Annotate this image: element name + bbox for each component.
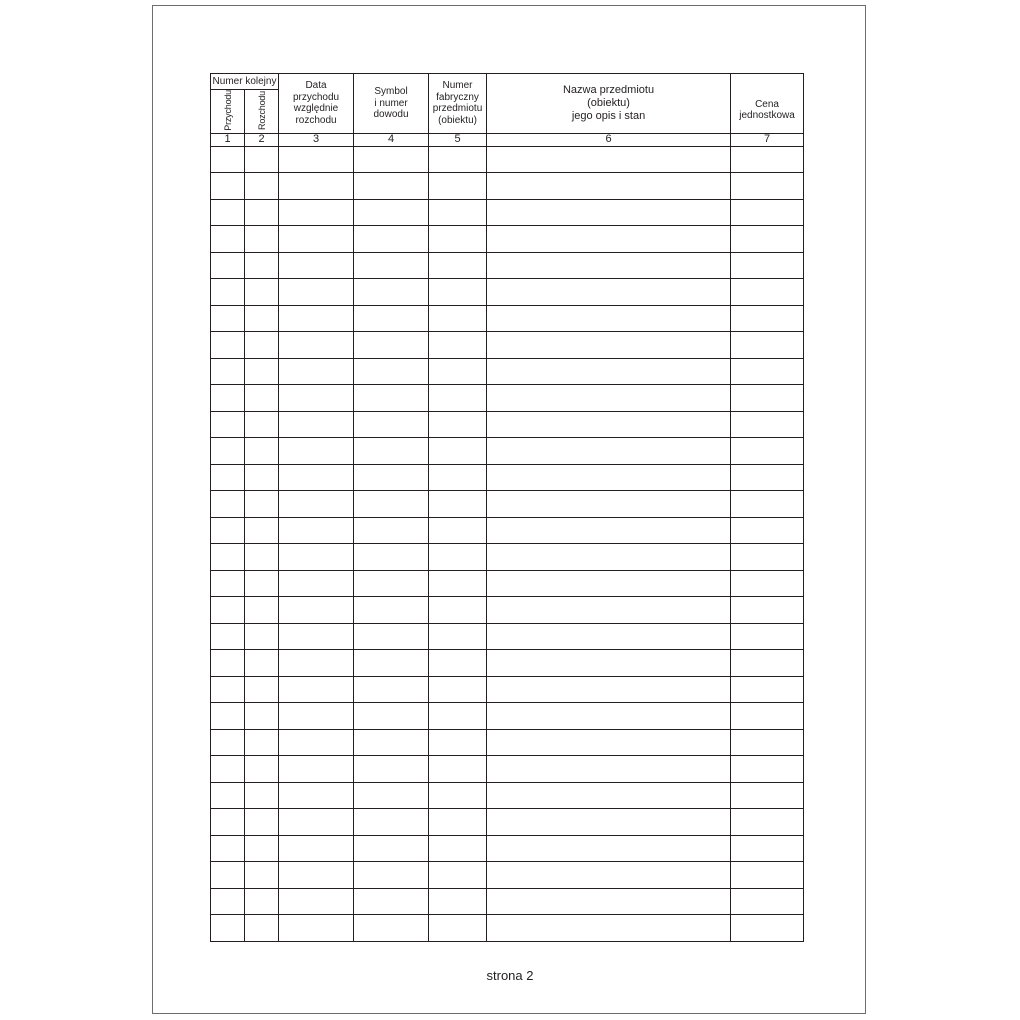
table-cell <box>487 544 731 571</box>
table-cell <box>731 703 804 730</box>
header-przychodu <box>211 90 245 134</box>
header-line: przedmiotu <box>432 103 483 115</box>
table-cell <box>354 199 429 226</box>
page-number: strona 2 <box>486 968 534 983</box>
table-cell <box>487 597 731 624</box>
column-number: 6 <box>487 133 731 146</box>
table-cell <box>487 438 731 465</box>
table-cell <box>731 411 804 438</box>
header-line: Data <box>305 80 327 92</box>
table-cell <box>354 438 429 465</box>
column-number: 2 <box>245 133 279 146</box>
table-cell <box>279 888 354 915</box>
table-cell <box>354 915 429 942</box>
table-cell <box>487 888 731 915</box>
table-row <box>211 888 804 915</box>
table-cell <box>245 305 279 332</box>
table-cell <box>211 464 245 491</box>
table-cell <box>245 862 279 889</box>
table-cell <box>731 491 804 518</box>
table-cell <box>354 252 429 279</box>
table-cell <box>279 623 354 650</box>
table-cell <box>245 835 279 862</box>
table-cell <box>429 226 487 253</box>
table-row <box>211 570 804 597</box>
table-cell <box>211 809 245 836</box>
table-row <box>211 279 804 306</box>
table-cell <box>487 915 731 942</box>
table-cell <box>245 623 279 650</box>
table-cell <box>279 650 354 677</box>
table-cell <box>354 756 429 783</box>
table-cell <box>731 862 804 889</box>
table-cell <box>211 835 245 862</box>
table-row <box>211 199 804 226</box>
table-cell <box>279 438 354 465</box>
table-cell <box>279 517 354 544</box>
column-number: 7 <box>731 133 804 146</box>
table-cell <box>211 438 245 465</box>
table-cell <box>429 385 487 412</box>
table-cell <box>245 491 279 518</box>
table-cell <box>245 676 279 703</box>
table-cell <box>731 544 804 571</box>
table-cell <box>731 809 804 836</box>
table-cell <box>429 517 487 544</box>
table-cell <box>731 517 804 544</box>
column-number: 3 <box>279 133 354 146</box>
table-cell <box>731 332 804 359</box>
header-numer-kolejny: Numer kolejny <box>211 74 279 90</box>
table-cell <box>731 464 804 491</box>
table-cell <box>429 252 487 279</box>
table-cell <box>354 332 429 359</box>
table-cell <box>354 358 429 385</box>
table-cell <box>731 756 804 783</box>
table-row <box>211 173 804 200</box>
table-cell <box>354 623 429 650</box>
table-row <box>211 491 804 518</box>
table-cell <box>731 173 804 200</box>
header-line: jednostkowa <box>739 110 795 122</box>
table-cell <box>731 888 804 915</box>
header-nazwa-przedmiotu <box>487 74 731 134</box>
table-cell <box>731 279 804 306</box>
table-cell <box>279 411 354 438</box>
header-line: Numer <box>442 80 473 92</box>
table-cell <box>354 809 429 836</box>
table-cell <box>279 729 354 756</box>
table-cell <box>354 729 429 756</box>
table-row <box>211 782 804 809</box>
table-cell <box>211 676 245 703</box>
table-cell <box>429 173 487 200</box>
table-row <box>211 305 804 332</box>
table-row <box>211 650 804 677</box>
header-line: dowodu <box>373 109 409 121</box>
table-row <box>211 862 804 889</box>
table-cell <box>487 756 731 783</box>
table-cell <box>429 623 487 650</box>
table-cell <box>487 676 731 703</box>
table-cell <box>245 173 279 200</box>
table-cell <box>211 915 245 942</box>
table-row <box>211 676 804 703</box>
table-cell <box>731 146 804 173</box>
table-cell <box>487 703 731 730</box>
table-cell <box>429 915 487 942</box>
table-row <box>211 517 804 544</box>
header-line: (obiektu) <box>438 114 477 126</box>
table-cell <box>245 464 279 491</box>
table-cell <box>279 570 354 597</box>
table-cell <box>429 332 487 359</box>
header-line: Nazwa przedmiotu <box>562 84 655 97</box>
table-cell <box>211 544 245 571</box>
table-cell <box>279 252 354 279</box>
table-body <box>211 146 804 941</box>
table-cell <box>487 358 731 385</box>
table-cell <box>245 385 279 412</box>
table-cell <box>429 279 487 306</box>
table-cell <box>211 226 245 253</box>
table-cell <box>487 650 731 677</box>
table-cell <box>279 676 354 703</box>
table-cell <box>211 252 245 279</box>
table-cell <box>429 809 487 836</box>
table-row <box>211 623 804 650</box>
table-cell <box>211 597 245 624</box>
table-cell <box>211 279 245 306</box>
table-cell <box>487 517 731 544</box>
table-cell <box>245 729 279 756</box>
table-cell <box>211 173 245 200</box>
table-cell <box>211 332 245 359</box>
table-cell <box>354 676 429 703</box>
table-cell <box>429 464 487 491</box>
table-cell <box>429 570 487 597</box>
table-cell <box>354 835 429 862</box>
table-cell <box>279 226 354 253</box>
table-cell <box>245 756 279 783</box>
table-cell <box>354 305 429 332</box>
header-line: (obiektu) <box>587 97 630 110</box>
table-cell <box>211 862 245 889</box>
table-cell <box>731 570 804 597</box>
table-cell <box>487 411 731 438</box>
table-cell <box>731 385 804 412</box>
table-cell <box>487 146 731 173</box>
header-rozchodu <box>245 90 279 134</box>
table-cell <box>279 544 354 571</box>
table-cell <box>354 888 429 915</box>
table-row <box>211 385 804 412</box>
table-cell <box>245 226 279 253</box>
table-cell <box>429 146 487 173</box>
table-cell <box>354 464 429 491</box>
header-symbol <box>354 74 429 134</box>
table-cell <box>211 411 245 438</box>
table-row <box>211 464 804 491</box>
table-cell <box>279 862 354 889</box>
table-cell <box>429 544 487 571</box>
table-cell <box>279 915 354 942</box>
table-cell <box>354 411 429 438</box>
table-cell <box>245 915 279 942</box>
table-cell <box>487 252 731 279</box>
table-cell <box>245 650 279 677</box>
table-row <box>211 809 804 836</box>
table-cell <box>279 756 354 783</box>
table-cell <box>211 703 245 730</box>
table-cell <box>279 385 354 412</box>
table-cell <box>487 173 731 200</box>
table-cell <box>429 676 487 703</box>
column-number: 5 <box>429 133 487 146</box>
header-numer-fabryczny <box>429 74 487 134</box>
header-line: fabryczny <box>436 91 479 103</box>
table-cell <box>279 279 354 306</box>
table-row <box>211 226 804 253</box>
table-cell <box>487 782 731 809</box>
table-row <box>211 544 804 571</box>
table-row <box>211 332 804 359</box>
table-cell <box>211 146 245 173</box>
table-row <box>211 358 804 385</box>
table-cell <box>429 491 487 518</box>
table-cell <box>429 305 487 332</box>
table-cell <box>245 146 279 173</box>
table-cell <box>731 623 804 650</box>
table-cell <box>731 676 804 703</box>
table-row <box>211 915 804 942</box>
table-row <box>211 252 804 279</box>
table-cell <box>211 650 245 677</box>
table-cell <box>429 888 487 915</box>
table-cell <box>354 279 429 306</box>
header-rozchodu-label: Rozchodu <box>256 90 267 130</box>
table-row <box>211 597 804 624</box>
table-row <box>211 146 804 173</box>
table-cell <box>731 729 804 756</box>
table-cell <box>211 385 245 412</box>
table-cell <box>731 199 804 226</box>
table-cell <box>429 438 487 465</box>
column-number: 1 <box>211 133 245 146</box>
table-cell <box>429 411 487 438</box>
table-cell <box>245 809 279 836</box>
table-cell <box>279 332 354 359</box>
column-number-row <box>211 133 804 146</box>
table-cell <box>245 438 279 465</box>
header-line: jego opis i stan <box>571 109 646 122</box>
table-cell <box>429 199 487 226</box>
table-cell <box>211 756 245 783</box>
table-cell <box>245 332 279 359</box>
table-cell <box>354 173 429 200</box>
table-cell <box>487 862 731 889</box>
table-cell <box>731 226 804 253</box>
table-cell <box>211 517 245 544</box>
table-cell <box>354 517 429 544</box>
table-cell <box>429 650 487 677</box>
table-cell <box>429 862 487 889</box>
table-cell <box>245 517 279 544</box>
table-row <box>211 835 804 862</box>
table-cell <box>487 332 731 359</box>
table-cell <box>487 199 731 226</box>
table-cell <box>429 597 487 624</box>
table-cell <box>211 491 245 518</box>
table-cell <box>211 888 245 915</box>
header-line: i numer <box>374 97 408 109</box>
table-cell <box>487 305 731 332</box>
table-cell <box>487 491 731 518</box>
table-cell <box>354 703 429 730</box>
table-cell <box>211 358 245 385</box>
table-cell <box>731 650 804 677</box>
column-number: 4 <box>354 133 429 146</box>
table-row <box>211 703 804 730</box>
header-line: Symbol <box>374 86 408 98</box>
table-cell <box>354 570 429 597</box>
header-data <box>279 74 354 134</box>
table-cell <box>354 226 429 253</box>
table-cell <box>279 173 354 200</box>
table-row <box>211 438 804 465</box>
table-cell <box>279 358 354 385</box>
table-cell <box>429 358 487 385</box>
table-cell <box>429 835 487 862</box>
table-cell <box>429 756 487 783</box>
table-cell <box>279 835 354 862</box>
table-cell <box>731 252 804 279</box>
table-cell <box>354 146 429 173</box>
table-cell <box>211 305 245 332</box>
header-line: rozchodu <box>295 114 337 126</box>
table-cell <box>487 729 731 756</box>
table-cell <box>279 464 354 491</box>
header-cena <box>731 74 804 134</box>
header-przychodu-label: Przychodu <box>222 90 233 131</box>
table-cell <box>354 862 429 889</box>
table-cell <box>731 915 804 942</box>
table-header <box>211 74 804 147</box>
table-cell <box>354 597 429 624</box>
table-cell <box>279 491 354 518</box>
table-cell <box>245 597 279 624</box>
table-cell <box>211 570 245 597</box>
table-cell <box>211 199 245 226</box>
table-cell <box>245 570 279 597</box>
table-cell <box>245 544 279 571</box>
table-cell <box>354 782 429 809</box>
table-cell <box>487 623 731 650</box>
table-cell <box>279 146 354 173</box>
header-line: Cena <box>755 98 779 110</box>
table-cell <box>487 464 731 491</box>
header-line: przychodu <box>292 91 340 103</box>
table-cell <box>429 703 487 730</box>
table-cell <box>245 782 279 809</box>
inventory-ledger-table <box>210 73 804 942</box>
table-cell <box>279 703 354 730</box>
table-cell <box>487 279 731 306</box>
table-cell <box>211 729 245 756</box>
table-cell <box>429 729 487 756</box>
table-cell <box>279 199 354 226</box>
table-cell <box>245 888 279 915</box>
table-cell <box>245 252 279 279</box>
table-cell <box>487 226 731 253</box>
table-cell <box>354 544 429 571</box>
table-cell <box>354 385 429 412</box>
table-cell <box>731 438 804 465</box>
table-cell <box>245 358 279 385</box>
table-cell <box>245 411 279 438</box>
table-row <box>211 729 804 756</box>
header-line: względnie <box>293 103 339 115</box>
table-cell <box>487 385 731 412</box>
table-cell <box>731 835 804 862</box>
table-cell <box>279 597 354 624</box>
table-cell <box>245 703 279 730</box>
table-cell <box>731 305 804 332</box>
table-cell <box>487 835 731 862</box>
table-cell <box>245 279 279 306</box>
table-cell <box>487 809 731 836</box>
table-cell <box>354 491 429 518</box>
table-cell <box>731 358 804 385</box>
table-cell <box>354 650 429 677</box>
table-row <box>211 411 804 438</box>
table-cell <box>279 305 354 332</box>
table-row <box>211 756 804 783</box>
table-cell <box>211 782 245 809</box>
table-cell <box>731 782 804 809</box>
table-cell <box>245 199 279 226</box>
table-cell <box>211 623 245 650</box>
table-cell <box>429 782 487 809</box>
table-cell <box>731 597 804 624</box>
table-cell <box>279 809 354 836</box>
table-cell <box>487 570 731 597</box>
table-cell <box>279 782 354 809</box>
